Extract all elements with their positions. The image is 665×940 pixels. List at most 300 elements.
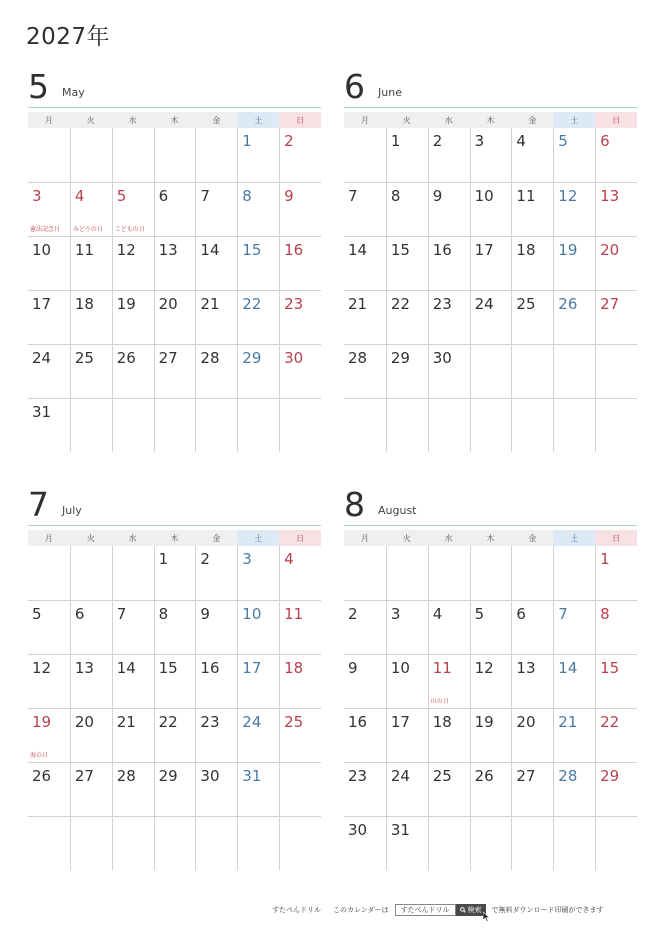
weekday-label: 金 [195, 112, 237, 128]
day-cell [154, 182, 196, 236]
day-cell [511, 600, 553, 654]
day-cell [195, 236, 237, 290]
holiday-label: 憲法記念日 [30, 226, 61, 233]
day-number: 27 [158, 349, 178, 367]
day-cell [428, 600, 470, 654]
day-number: 16 [348, 713, 368, 731]
day-number: 31 [32, 403, 52, 421]
day-cell [28, 236, 70, 290]
day-number: 16 [284, 241, 304, 259]
month-name: August [378, 504, 417, 517]
day-cell [344, 600, 386, 654]
day-number: 8 [600, 605, 610, 623]
day-cell [344, 654, 386, 708]
day-number: 9 [200, 605, 210, 623]
day-number: 14 [558, 659, 578, 677]
day-number: 2 [348, 605, 358, 623]
day-cell [470, 290, 512, 344]
day-number: 5 [116, 187, 127, 205]
day-cell [28, 762, 70, 816]
search-field[interactable]: すたぺんドリル [395, 904, 456, 916]
weekday-header [28, 112, 321, 128]
day-number: 25 [74, 349, 94, 367]
month-may [28, 67, 321, 452]
day-cell [279, 546, 321, 600]
day-number: 29 [242, 349, 262, 367]
day-cell [595, 546, 637, 600]
month-june [344, 67, 637, 452]
day-number: 28 [558, 767, 578, 785]
day-number: 14 [348, 241, 368, 259]
footer [272, 902, 604, 918]
day-cell [386, 654, 428, 708]
day-cell [511, 128, 553, 182]
day-number: 23 [348, 767, 368, 785]
day-cell [154, 236, 196, 290]
day-number: 8 [242, 187, 252, 205]
month-july [28, 485, 321, 870]
day-cell [553, 128, 595, 182]
day-number: 11 [432, 659, 452, 677]
weekday-label: 月 [28, 530, 70, 546]
day-number: 6 [516, 605, 526, 623]
search-button[interactable] [456, 904, 486, 916]
weekday-label: 日 [595, 112, 637, 128]
weekday-label: 金 [511, 530, 553, 546]
day-cell [195, 708, 237, 762]
day-number: 6 [74, 605, 85, 623]
day-cell [386, 816, 428, 870]
empty-cell [344, 128, 386, 182]
day-number: 19 [558, 241, 578, 259]
day-cell [70, 654, 112, 708]
weekday-label: 日 [279, 530, 321, 546]
day-cell [70, 344, 112, 398]
day-number: 7 [116, 605, 127, 623]
day-cell [28, 182, 70, 236]
day-cell [28, 708, 70, 762]
day-number: 30 [284, 349, 304, 367]
day-cell [595, 708, 637, 762]
day-cell [470, 182, 512, 236]
empty-cell [70, 128, 112, 182]
day-cell [595, 600, 637, 654]
day-cell [386, 182, 428, 236]
day-cell [511, 236, 553, 290]
day-cell [195, 600, 237, 654]
day-cell [28, 398, 70, 452]
empty-cell [112, 128, 154, 182]
day-cell [70, 762, 112, 816]
weekday-label: 水 [428, 530, 470, 546]
day-cell [511, 762, 553, 816]
day-number: 7 [558, 605, 568, 623]
day-cell [511, 654, 553, 708]
day-number: 13 [600, 187, 620, 205]
day-cell [470, 762, 512, 816]
day-cell [511, 182, 553, 236]
day-cell [195, 546, 237, 600]
day-number: 18 [284, 659, 304, 677]
month-header [28, 485, 321, 526]
empty-cell [70, 398, 112, 452]
day-cell [28, 344, 70, 398]
day-cell [470, 654, 512, 708]
day-number: 28 [116, 767, 136, 785]
day-number: 29 [158, 767, 178, 785]
day-number: 25 [432, 767, 452, 785]
month-august [344, 485, 637, 870]
empty-cell [511, 398, 553, 452]
day-grid [344, 546, 637, 870]
day-cell [279, 344, 321, 398]
day-cell [595, 236, 637, 290]
day-number: 4 [432, 605, 443, 623]
day-number: 20 [516, 713, 536, 731]
day-number: 27 [516, 767, 536, 785]
day-number: 31 [390, 821, 410, 839]
month-name: July [62, 504, 82, 517]
day-cell [195, 344, 237, 398]
day-number: 3 [390, 605, 401, 623]
day-cell [428, 182, 470, 236]
weekday-label: 日 [595, 530, 637, 546]
day-number: 15 [600, 659, 620, 677]
day-number: 6 [600, 132, 610, 150]
weekday-label: 水 [112, 530, 154, 546]
weekday-label: 木 [470, 112, 512, 128]
day-number: 31 [242, 767, 262, 785]
weekday-label: 水 [428, 112, 470, 128]
search-button-label: 検索 [467, 906, 482, 914]
day-cell [70, 600, 112, 654]
day-number: 5 [474, 605, 485, 623]
day-cell [344, 762, 386, 816]
holiday-label: こどもの日 [114, 226, 145, 233]
day-number: 7 [200, 187, 210, 205]
day-cell [195, 762, 237, 816]
day-cell [470, 236, 512, 290]
empty-cell [28, 546, 70, 600]
day-cell [112, 654, 154, 708]
day-number: 23 [200, 713, 220, 731]
day-number: 10 [242, 605, 262, 623]
day-cell [553, 236, 595, 290]
day-number: 26 [558, 295, 578, 313]
day-cell [154, 344, 196, 398]
day-number: 24 [474, 295, 494, 313]
weekday-label: 月 [28, 112, 70, 128]
empty-cell [595, 344, 637, 398]
weekday-label: 金 [511, 112, 553, 128]
day-cell [237, 182, 279, 236]
day-cell [112, 708, 154, 762]
day-number: 1 [600, 550, 610, 568]
day-cell [154, 762, 196, 816]
empty-cell [511, 344, 553, 398]
day-number: 29 [600, 767, 620, 785]
day-number: 3 [32, 187, 42, 205]
day-number: 26 [32, 767, 52, 785]
empty-cell [112, 398, 154, 452]
day-cell [386, 128, 428, 182]
day-number: 22 [390, 295, 410, 313]
empty-cell [70, 816, 112, 870]
day-number: 12 [32, 659, 52, 677]
month-header [344, 485, 637, 526]
month-header [28, 67, 321, 108]
day-number: 2 [200, 550, 210, 568]
day-number: 17 [474, 241, 494, 259]
empty-cell [279, 762, 321, 816]
empty-cell [279, 398, 321, 452]
empty-cell [112, 816, 154, 870]
day-cell [344, 290, 386, 344]
empty-cell [428, 816, 470, 870]
weekday-label: 土 [237, 530, 279, 546]
empty-cell [386, 546, 428, 600]
day-cell [553, 600, 595, 654]
day-number: 9 [348, 659, 358, 677]
day-number: 12 [474, 659, 494, 677]
empty-cell [344, 398, 386, 452]
day-cell [279, 708, 321, 762]
day-number: 3 [474, 132, 485, 150]
day-number: 23 [432, 295, 452, 313]
day-number: 28 [200, 349, 220, 367]
day-cell [112, 290, 154, 344]
empty-cell [595, 816, 637, 870]
day-number: 17 [32, 295, 52, 313]
empty-cell [154, 128, 196, 182]
day-cell [112, 600, 154, 654]
day-cell [428, 654, 470, 708]
day-cell [195, 290, 237, 344]
weekday-label: 木 [470, 530, 512, 546]
day-number: 15 [390, 241, 410, 259]
weekday-label: 月 [344, 112, 386, 128]
weekday-label: 月 [344, 530, 386, 546]
day-cell [237, 344, 279, 398]
empty-cell [553, 816, 595, 870]
day-number: 10 [32, 241, 52, 259]
day-cell [428, 708, 470, 762]
day-cell [386, 762, 428, 816]
day-number: 22 [600, 713, 620, 731]
footer-text-before: このカレンダーは [333, 906, 389, 914]
day-cell [595, 762, 637, 816]
empty-cell [28, 128, 70, 182]
empty-cell [279, 816, 321, 870]
empty-cell [237, 398, 279, 452]
day-number: 2 [284, 132, 294, 150]
weekday-label: 土 [553, 530, 595, 546]
day-number: 22 [158, 713, 178, 731]
footer-brand[interactable]: すたぺんドリル [272, 906, 321, 914]
empty-cell [470, 398, 512, 452]
weekday-label: 火 [386, 530, 428, 546]
empty-cell [112, 546, 154, 600]
weekday-label: 土 [237, 112, 279, 128]
day-number: 22 [242, 295, 262, 313]
day-number: 4 [284, 550, 294, 568]
empty-cell [195, 128, 237, 182]
day-number: 27 [600, 295, 620, 313]
empty-cell [70, 546, 112, 600]
weekday-label: 日 [279, 112, 321, 128]
day-cell [511, 708, 553, 762]
day-number: 25 [284, 713, 304, 731]
search-box[interactable] [395, 904, 486, 916]
day-number: 20 [158, 295, 178, 313]
day-cell [595, 654, 637, 708]
day-number: 9 [432, 187, 443, 205]
empty-cell [195, 816, 237, 870]
empty-cell [470, 816, 512, 870]
day-cell [553, 290, 595, 344]
day-number: 25 [516, 295, 536, 313]
day-cell [237, 600, 279, 654]
day-number: 21 [348, 295, 368, 313]
day-number: 24 [390, 767, 410, 785]
day-number: 5 [558, 132, 568, 150]
day-number: 8 [158, 605, 169, 623]
day-number: 18 [432, 713, 452, 731]
day-cell [112, 762, 154, 816]
day-number: 28 [348, 349, 368, 367]
day-number: 14 [200, 241, 220, 259]
day-cell [237, 762, 279, 816]
day-cell [154, 600, 196, 654]
day-number: 15 [158, 659, 178, 677]
day-number: 18 [74, 295, 94, 313]
weekday-label: 火 [70, 530, 112, 546]
weekday-header [28, 530, 321, 546]
day-cell [112, 182, 154, 236]
holiday-label: 海の日 [30, 752, 49, 759]
day-grid [28, 128, 321, 452]
empty-cell [553, 398, 595, 452]
empty-cell [428, 398, 470, 452]
day-number: 26 [474, 767, 494, 785]
empty-cell [553, 344, 595, 398]
day-number: 11 [284, 605, 304, 623]
day-cell [511, 290, 553, 344]
day-number: 13 [516, 659, 536, 677]
year-title: 2027年 [26, 24, 111, 50]
day-cell [195, 654, 237, 708]
day-number: 12 [116, 241, 136, 259]
empty-cell [470, 546, 512, 600]
day-cell [553, 182, 595, 236]
day-number: 13 [74, 659, 94, 677]
empty-cell [154, 816, 196, 870]
day-number: 23 [284, 295, 304, 313]
day-number: 14 [116, 659, 136, 677]
day-cell [470, 128, 512, 182]
day-number: 8 [390, 187, 401, 205]
day-cell [237, 654, 279, 708]
day-number: 3 [242, 550, 252, 568]
day-number: 20 [600, 241, 620, 259]
day-number: 15 [242, 241, 262, 259]
day-cell [553, 762, 595, 816]
day-number: 26 [116, 349, 136, 367]
day-number: 20 [74, 713, 94, 731]
day-number: 1 [390, 132, 401, 150]
weekday-label: 金 [195, 530, 237, 546]
day-number: 27 [74, 767, 94, 785]
weekday-label: 木 [154, 112, 196, 128]
weekday-header [344, 530, 637, 546]
day-cell [195, 182, 237, 236]
day-cell [386, 290, 428, 344]
day-cell [112, 344, 154, 398]
day-cell [279, 128, 321, 182]
empty-cell [344, 546, 386, 600]
weekday-label: 火 [70, 112, 112, 128]
day-grid [28, 546, 321, 870]
empty-cell [428, 546, 470, 600]
weekday-label: 火 [386, 112, 428, 128]
month-number: 5 [28, 67, 49, 106]
day-grid [344, 128, 637, 452]
empty-cell [511, 546, 553, 600]
day-number: 11 [516, 187, 536, 205]
day-cell [237, 236, 279, 290]
day-cell [344, 708, 386, 762]
day-number: 4 [74, 187, 85, 205]
day-cell [344, 236, 386, 290]
day-number: 1 [242, 132, 252, 150]
day-cell [154, 708, 196, 762]
holiday-label: みどりの日 [72, 226, 103, 233]
day-cell [344, 182, 386, 236]
footer-text-after: で無料ダウンロード印刷ができます [491, 906, 604, 914]
day-number: 13 [158, 241, 178, 259]
day-number: 12 [558, 187, 578, 205]
day-number: 18 [516, 241, 536, 259]
day-cell [470, 600, 512, 654]
day-cell [428, 344, 470, 398]
day-cell [279, 182, 321, 236]
weekday-label: 水 [112, 112, 154, 128]
day-cell [344, 816, 386, 870]
day-number: 11 [74, 241, 94, 259]
day-cell [28, 600, 70, 654]
month-name: May [62, 86, 85, 99]
day-number: 24 [242, 713, 262, 731]
day-cell [553, 708, 595, 762]
day-number: 30 [348, 821, 368, 839]
empty-cell [511, 816, 553, 870]
day-number: 10 [390, 659, 410, 677]
day-number: 6 [158, 187, 169, 205]
day-number: 16 [432, 241, 452, 259]
day-cell [279, 236, 321, 290]
day-cell [386, 708, 428, 762]
day-cell [112, 236, 154, 290]
day-cell [595, 182, 637, 236]
day-number: 29 [390, 349, 410, 367]
day-number: 4 [516, 132, 526, 150]
day-number: 17 [390, 713, 410, 731]
day-cell [154, 290, 196, 344]
day-number: 19 [474, 713, 494, 731]
day-cell [279, 290, 321, 344]
day-cell [386, 344, 428, 398]
day-cell [344, 344, 386, 398]
